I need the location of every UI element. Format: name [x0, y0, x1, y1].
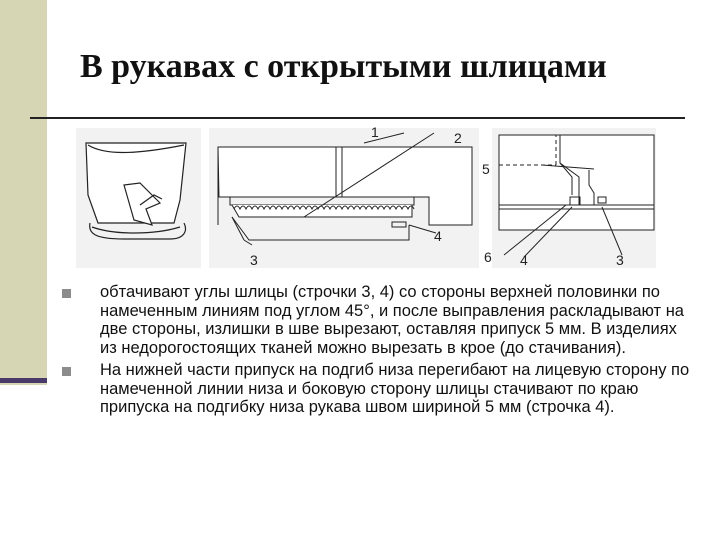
label-6: 6 [484, 249, 492, 265]
label-1: 1 [371, 125, 379, 140]
label-3: 3 [250, 252, 258, 268]
square-bullet-icon [62, 367, 71, 376]
label-2: 2 [454, 130, 462, 146]
slit-diagram-front [209, 128, 479, 268]
label-4: 4 [434, 228, 442, 244]
title-divider [30, 117, 685, 119]
sleeve-sketch [76, 128, 201, 268]
sleeve-slit-diagram [74, 125, 658, 273]
bullet-item [60, 361, 690, 417]
label-5: 5 [482, 161, 490, 177]
decorative-side-bar [0, 0, 47, 385]
bullet-text: обтачивают углы шлицы (строчки 3, 4) со стороны верхней половинки по намеченным линиям под углом 45°, и после выправления раскладывают на две стороны, излишки в шве вырезают, оставляя припуск 5 мм. В изделиях из недорогостоящих тканей можно вырезать в крое (до стачивания). [100, 283, 684, 357]
label-3-right: 3 [616, 252, 624, 268]
bullet-text: На нижней части припуск на подгиб низа перегибают на лицевую сторону по намеченной линии низа и боковую сторону шлицы стачивают по краю припуска на подгибку низа рукава швом шириной 5 мм (строчка 4). [100, 361, 690, 416]
slit-diagram-back [492, 128, 656, 268]
square-bullet-icon [62, 289, 71, 298]
bullet-list [60, 283, 690, 421]
decorative-side-bar-accent [0, 378, 47, 383]
label-4-right: 4 [520, 252, 528, 268]
bullet-item [60, 283, 690, 357]
slide-title: В рукавах с открытыми шлицами [80, 48, 607, 85]
